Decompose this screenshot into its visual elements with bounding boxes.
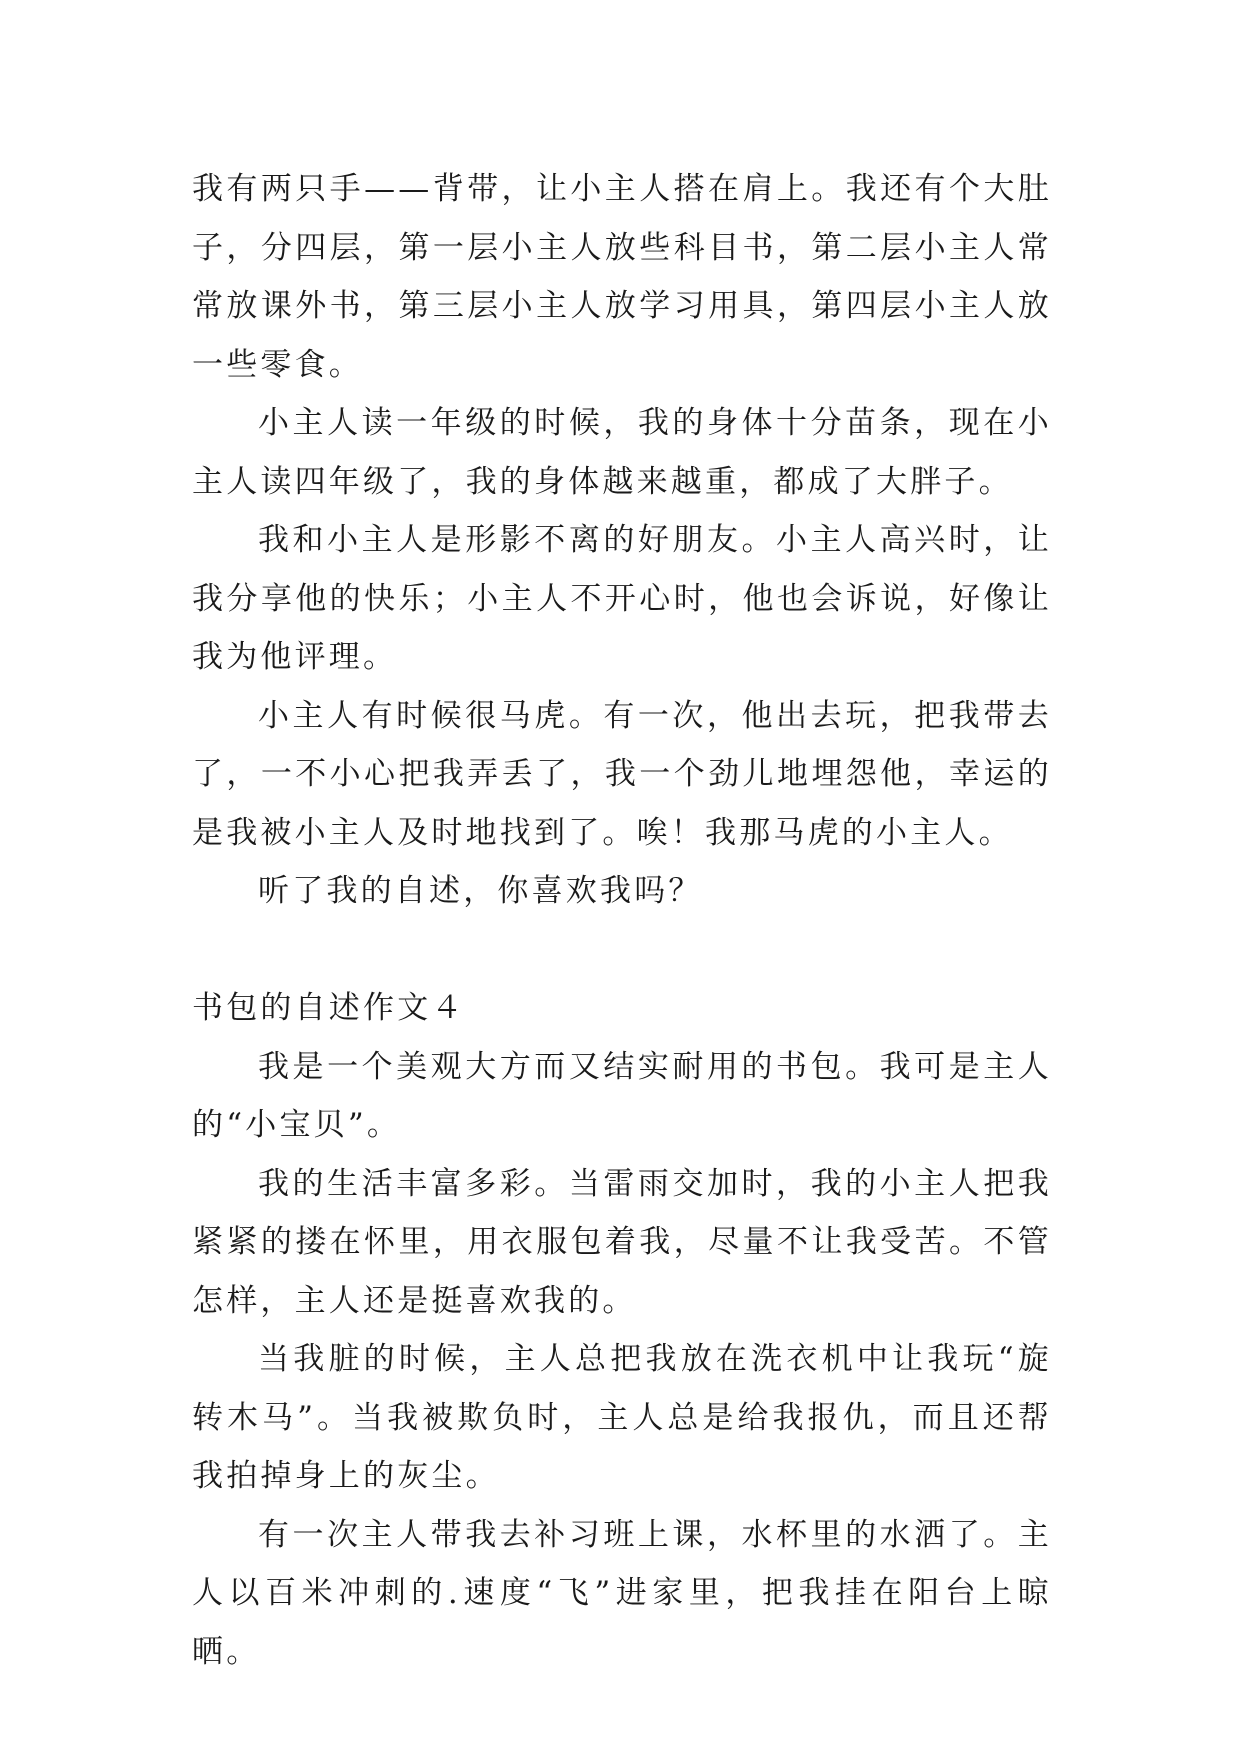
essay-heading: 书包的自述作文４ bbox=[192, 990, 466, 1026]
document-page bbox=[192, 160, 1052, 1681]
paragraph-backpack-pockets: 我有两只手——背带，让小主人搭在肩上。我还有个大肚子，分四层，第一层小主人放些科目书，第二层小主人常常放课外书，第三层小主人放学习用具，第四层小主人放一些零食。 bbox=[192, 171, 1052, 383]
paragraph-spilled-water: 有一次主人带我去补习班上课，水杯里的水洒了。主人以百米冲刺的.速度“飞”进家里，把我挂在阳台上晾晒。 bbox=[192, 1516, 1052, 1670]
paragraph-closing-question: 听了我的自述，你喜欢我吗？ bbox=[258, 873, 703, 909]
paragraph-rainy-day: 我的生活丰富多彩。当雷雨交加时，我的小主人把我紧紧的搂在怀里，用衣服包着我，尽量不让我受苦。不管怎样，主人还是挺喜欢我的。 bbox=[192, 1165, 1052, 1319]
paragraph-growing-heavier: 小主人读一年级的时候，我的身体十分苗条，现在小主人读四年级了，我的身体越来越重，都成了大胖子。 bbox=[192, 405, 1052, 500]
paragraph-careless-owner: 小主人有时候很马虎。有一次，他出去玩，把我带去了，一不小心把我弄丢了，我一个劲儿地埋怨他，幸运的是我被小主人及时地找到了。唉！我那马虎的小主人。 bbox=[192, 697, 1052, 851]
paragraph-good-friends: 我和小主人是形影不离的好朋友。小主人高兴时，让我分享他的快乐；小主人不开心时，他也会诉说，好像让我为他评理。 bbox=[192, 522, 1052, 675]
paragraph-washing-machine: 当我脏的时候，主人总把我放在洗衣机中让我玩“旋转木马”。当我被欺负时，主人总是给我报仇，而且还帮我拍掉身上的灰尘。 bbox=[192, 1341, 1052, 1494]
paragraph-little-treasure: 我是一个美观大方而又结实耐用的书包。我可是主人的“小宝贝”。 bbox=[192, 1048, 1052, 1143]
section-spacer bbox=[192, 921, 1052, 980]
